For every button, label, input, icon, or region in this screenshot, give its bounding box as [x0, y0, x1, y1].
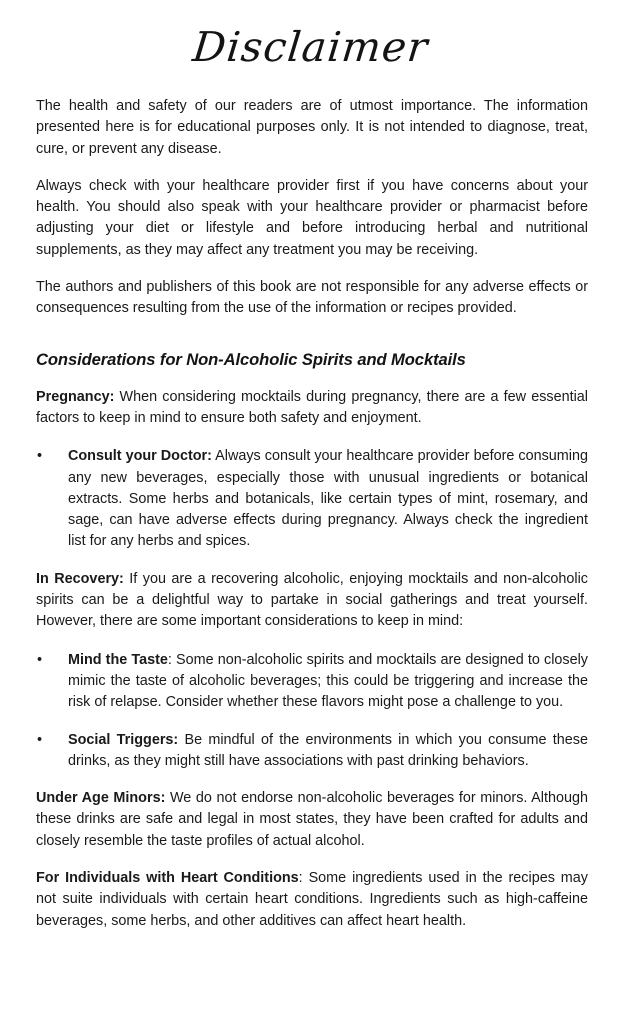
intro-paragraph-1: The health and safety of our readers are of utmost importance. The information presented here is for educational purposes only. It is not intended to diagnose, treat, cure, or prevent any disease.: [36, 98, 588, 157]
under-age-minors-body: We do not endorse non-alcoholic beverages for minors. Although these drinks are safe and legal in most states, they have been crafted for adults and closely resemble the taste profiles of actual alcohol.: [36, 790, 588, 849]
bullet-point-icon: •: [37, 448, 43, 465]
in-recovery-lead: In Recovery:: [36, 570, 124, 587]
heart-conditions-lead: For Individuals with Heart Conditions: [36, 870, 299, 887]
bullet-lead: Mind the Taste: [68, 651, 168, 668]
in-recovery-body: If you are a recovering alcoholic, enjoying mocktails and non-alcoholic spirits can be a delightful way to partake in social gatherings and treat yourself. However, there are some important considerations to keep in mind:: [36, 570, 588, 630]
under-age-minors-lead: Under Age Minors:: [36, 790, 166, 807]
spacer: [36, 772, 588, 788]
bullet-point-icon: •: [37, 731, 43, 748]
list-item: [36, 650, 588, 714]
bullet-body: : Some non-alcoholic spirits and mocktails are designed to closely mimic the taste of alcoholic beverages; this could be triggering and increase the risk of relapse. Consider whether these flavors might pose a challenge to you.: [68, 651, 588, 711]
list-item: [36, 446, 588, 552]
pregnancy-body: When considering mocktails during pregnancy, there are a few essential factors to keep in mind to ensure both safety and enjoyment.: [36, 388, 588, 426]
bullet-point-icon: •: [37, 651, 43, 668]
intro-paragraph-2: Always check with your healthcare provider first if you have concerns about your health. You should also speak with your healthcare provider or pharmacist before adjusting your diet or lifestyle and before introducing herbal and nutritional supplements, as they may affect any treatment you may be receiving.: [36, 177, 588, 258]
in-recovery-paragraph: [36, 569, 588, 633]
bullet-lead: Consult your Doctor:: [68, 448, 212, 465]
spacer: [36, 370, 588, 387]
under-age-minors-paragraph: [36, 788, 588, 852]
section-heading-considerations: Considerations for Non-Alcoholic Spirits and Mocktails: [36, 349, 466, 369]
heart-conditions-paragraph: [36, 868, 588, 932]
pregnancy-lead: Pregnancy:: [36, 388, 115, 405]
bullet-lead: Social Triggers:: [68, 731, 179, 748]
pregnancy-bullet-list: [36, 446, 588, 552]
bullet-body: Be mindful of the environments in which you consume these drinks, as they might still have associations with past drinking behaviors.: [68, 731, 589, 769]
pregnancy-paragraph: [36, 387, 588, 430]
recovery-bullet-list: [36, 650, 588, 772]
intro-paragraph-3: The authors and publishers of this book are not responsible for any adverse effects or consequences resulting from the use of the information or recipes provided.: [36, 279, 588, 317]
list-item: [36, 730, 588, 773]
heart-conditions-body: : Some ingredients used in the recipes may not suite individuals with certain heart conditions. Ingredients such as high-caffeine beverages, some herbs, and other additives can affect heart health.: [36, 870, 588, 929]
bullet-body: Always consult your healthcare provider before consuming any new beverages, especially those with unusual ingredients or botanical extracts. Some herbs and botanicals, like certain types of mint, rosemary, and sage, can have adverse effects during pregnancy. Always check the ingredient list for any herbs and spices.: [68, 448, 588, 550]
page-title: Disclaimer: [190, 23, 431, 71]
spacer: [36, 553, 588, 569]
